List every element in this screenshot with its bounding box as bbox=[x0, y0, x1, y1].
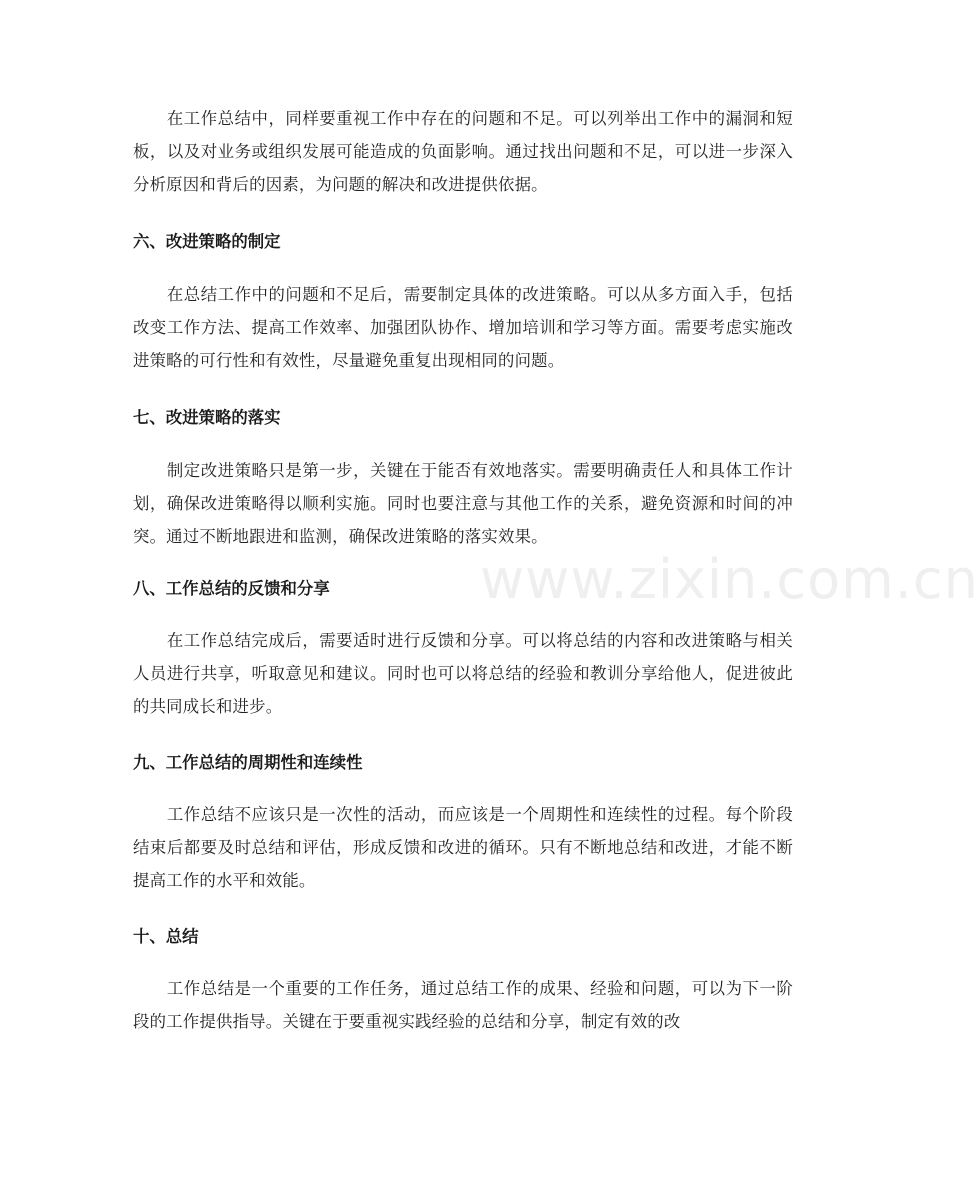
heading-section-7 bbox=[133, 406, 793, 430]
section-heading: 六、改进策略的制定 bbox=[133, 232, 281, 251]
paragraph-text: 在工作总结中，同样要重视工作中存在的问题和不足。可以列举出工作中的漏洞和短板，以及对业务或组织发展可能造成的负面影响。通过找出问题和不足，可以进一步深入分析原因和背后的因素，为问题的解决和改进提供依据。 bbox=[133, 109, 793, 194]
section-heading: 十、总结 bbox=[133, 927, 199, 946]
section-heading: 九、工作总结的周期性和连续性 bbox=[133, 753, 363, 772]
paragraph-text: 制定改进策略只是第一步，关键在于能否有效地落实。需要明确责任人和具体工作计划，确保改进策略得以顺利实施。同时也要注意与其他工作的关系，避免资源和时间的冲突。通过不断地跟进和监测，确保改进策略的落实效果。 bbox=[133, 461, 793, 546]
heading-section-6 bbox=[133, 230, 793, 254]
paragraph-text: 工作总结不应该只是一次性的活动，而应该是一个周期性和连续性的过程。每个阶段结束后都要及时总结和评估，形成反馈和改进的循环。只有不断地总结和改进，才能不断提高工作的水平和效能。 bbox=[133, 805, 793, 890]
paragraph-text: 工作总结是一个重要的工作任务，通过总结工作的成果、经验和问题，可以为下一阶段的工作提供指导。关键在于要重视实践经验的总结和分享，制定有效的改 bbox=[133, 979, 793, 1031]
heading-section-10 bbox=[133, 925, 793, 949]
watermark: www.zixin.com.cn bbox=[480, 548, 979, 611]
heading-section-9 bbox=[133, 751, 793, 775]
section-heading: 八、工作总结的反馈和分享 bbox=[133, 579, 330, 598]
heading-section-8 bbox=[133, 577, 793, 601]
paragraph-intro bbox=[133, 102, 793, 201]
section-heading: 七、改进策略的落实 bbox=[133, 408, 281, 427]
paragraph-text: 在总结工作中的问题和不足后，需要制定具体的改进策略。可以从多方面入手，包括改变工作方法、提高工作效率、加强团队协作、增加培训和学习等方面。需要考虑实施改进策略的可行性和有效性，尽量避免重复出现相同的问题。 bbox=[133, 285, 793, 370]
paragraph-text: 在工作总结完成后，需要适时进行反馈和分享。可以将总结的内容和改进策略与相关人员进行共享，听取意见和建议。同时也可以将总结的经验和教训分享给他人，促进彼此的共同成长和进步。 bbox=[133, 631, 793, 716]
paragraph-section-8 bbox=[133, 624, 793, 723]
paragraph-section-9 bbox=[133, 798, 793, 897]
paragraph-section-6 bbox=[133, 278, 793, 377]
paragraph-section-7 bbox=[133, 454, 793, 553]
paragraph-section-10 bbox=[133, 972, 793, 1038]
